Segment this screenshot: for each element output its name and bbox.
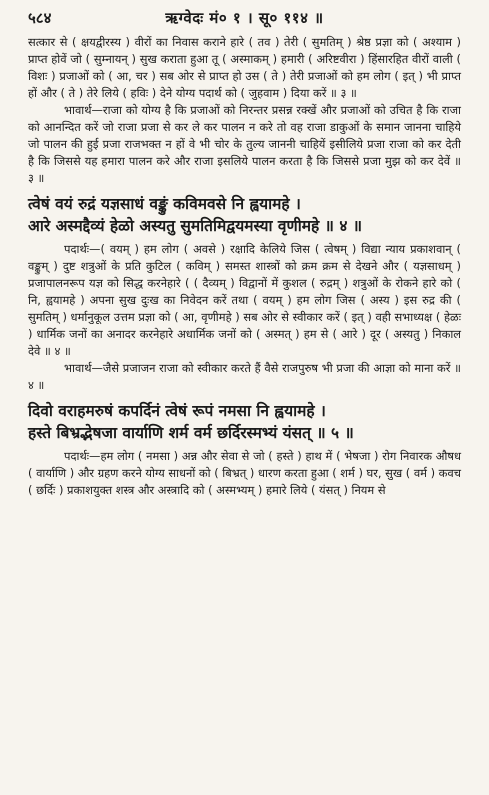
paragraph-padartha-5: पदार्थः—हम लोग ( नमसा ) अन्न और सेवा से जो ( हस्ते ) हाथ में ( भेषजा ) रोग निवारक औषध ( वार्याणि ) और ग्रहण करने योग्य साधनों को ( बिभ्रत् ) धारण करता हुआ ( शर्म ) घर, सुख ( वर्म ) कवच ( छर्दिः ) प्रकाशयुक्त शस्त्र और अस्त्रादि को ( अस्मभ्यम् ) हमारे लिये ( यंसत् ) नियम से xyxy=(28,449,461,497)
mantra-4-line-1: त्वेषं वयं रुद्रं यज्ञसाधं वङ्कुं कविमवसे नि ह्वयामहे । xyxy=(28,194,301,213)
paragraph-padartha-3-continued: सत्कार से ( क्षयद्वीरस्य ) वीरों का निवास कराने हारे ( तव ) तेरी ( सुमतिम् ) श्रेष्ठ प्रज्ञा को ( अश्याम ) प्राप्त होवें जो ( सुम्नायन् ) सुख कराता हुआ तू ( अस्माकम् ) हमारी ( अरिष्टवीरा ) हिंसारहित वीरों वाली ( विशः ) प्रजाओं को ( आ, चर ) सब ओर से प्राप्त हो उस ( ते ) तेरी प्रजाओं को हम लोग ( इत् ) भी प्राप्त हों और ( ते ) तेरे लिये ( हविः ) देने योग्य पदार्थ को ( जुहवाम ) दिया करें ॥ ३ ॥ xyxy=(28,35,461,100)
running-title: ऋग्वेदः मं० १ । सू० ११४ ॥ xyxy=(165,9,324,27)
mantra-5 xyxy=(28,400,461,444)
page-header xyxy=(28,8,461,28)
mantra-5-line-2: हस्ते बिभ्रद्भेषजा वार्याणि शर्म वर्म छर्दिरस्मभ्यं यंसत् ॥ ५ ॥ xyxy=(28,423,354,442)
mantra-4 xyxy=(28,193,461,237)
paragraph-bhavartha-3: भावार्थ—राजा को योग्य है कि प्रजाओं को निरन्तर प्रसन्न रक्खें और प्रजाओं को उचित है कि राजा को आनन्दित करें जो राजा प्रजा से कर ले कर पालन न करे तो वह राजा डाकुओं के समान जानना चाहिये जो पालन की हुई प्रजा राजभक्त न हों वे भी चोर के तुल्य जाननी चाहियें इसीलिये प्रजा राजा को कर देती है कि जिससे यह हमारा पालन करे और राजा इसलिये पालन करता है कि जिससे प्रजा मुझ को कर देवें ॥ ३ ॥ xyxy=(28,103,461,185)
mantra-5-line-1: दिवो वराहमरुषं कपर्दिनं त्वेषं रूपं नमसा नि ह्वयामहे । xyxy=(28,401,326,420)
paragraph-padartha-4: पदार्थः—( वयम् ) हम लोग ( अवसे ) रक्षादि केलिये जिस ( त्वेषम् ) विद्या न्याय प्रकाशवान् ( वङ्कुम् ) दुष्ट शत्रुओं के प्रति कुटिल ( कविम् ) समस्त शास्त्रों को क्रम क्रम से देखने और ( यज्ञसाधम् ) प्रजापालनरूप यज्ञ को सिद्ध करनेहारे ( ( दैव्यम् ) विद्वानों में कुशल ( रुद्रम् ) शत्रुओं के रोकने हारे को ( नि, ह्वयामहे ) अपना सुख दुःख का निवेदन करें तथा ( वयम् ) हम लोग जिस ( अस्य ) इस रुद्र की ( सुमतिम् ) धर्मानुकूल उत्तम प्रज्ञा को ( आ, वृणीमहे ) सब ओर से स्वीकार करें ( इत् ) वही सभाध्यक्ष ( हेळः ) धार्मिक जनों का अनादर करनेहारे अधार्मिक जनों को ( अस्मत् ) हम से ( आरे ) दूर ( अस्यतु ) निकाल देवे ॥ ४ ॥ xyxy=(28,242,461,358)
page-number: ५८४ xyxy=(28,9,52,27)
mantra-4-line-2: आरे अस्मद्दैव्यं हेळो अस्यतु सुमतिमिद्वयमस्या वृणीमहे ॥ ४ ॥ xyxy=(28,216,363,235)
paragraph-bhavartha-4: भावार्थ—जैसे प्रजाजन राजा को स्वीकार करते हैं वैसे राजपुरुष भी प्रजा की आज्ञा को माना करें ॥ ४ ॥ xyxy=(28,361,461,392)
